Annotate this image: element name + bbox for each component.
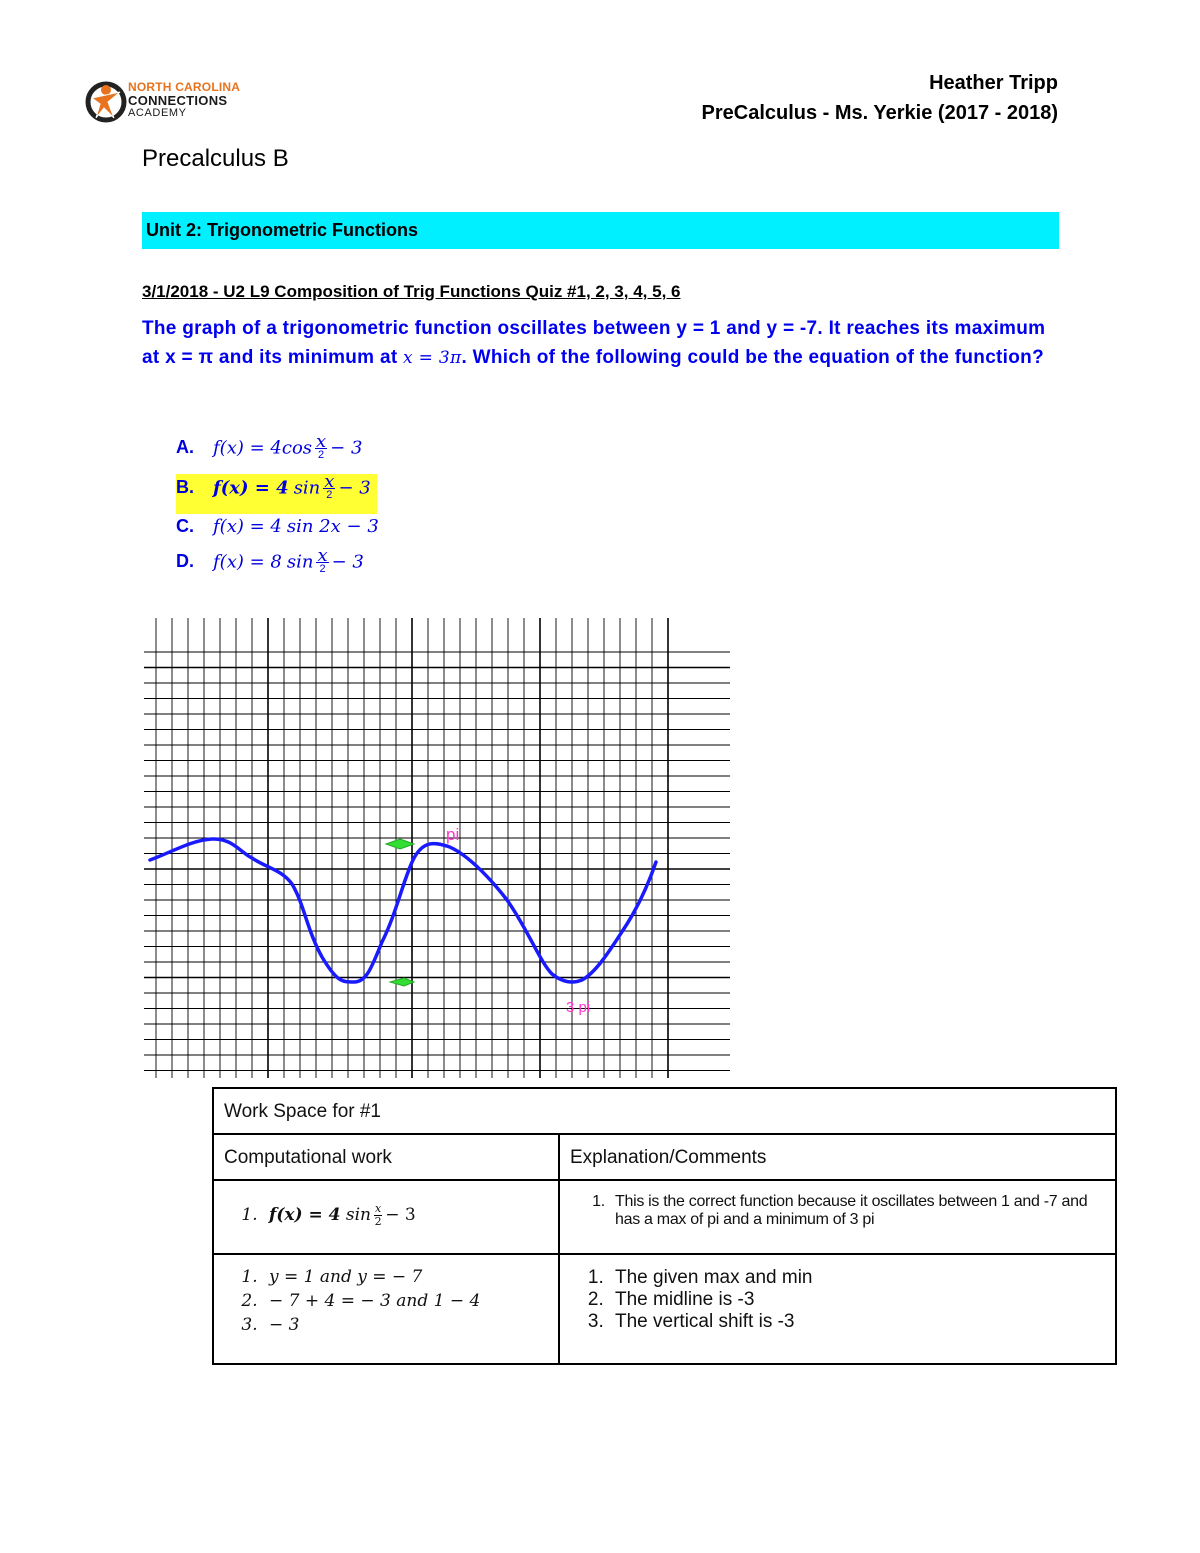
- option-tail: − 3: [331, 551, 364, 573]
- option-lhs: f(x) = 4: [213, 477, 289, 499]
- school-logo: [84, 78, 254, 126]
- comment-step-1: 1. The given max and min: [609, 1267, 1114, 1289]
- question-text: [142, 314, 1062, 373]
- option-letter: B.: [176, 477, 194, 498]
- option-lhs: f(x) = 8: [213, 551, 282, 573]
- option-fraction: $\frac{x}{2}$: [316, 431, 327, 461]
- option-c: [176, 516, 379, 552]
- sketched-graph: [142, 612, 742, 1082]
- header-explanation: Explanation/Comments: [559, 1134, 1116, 1180]
- option-a: [176, 431, 363, 472]
- option-func: sin: [286, 551, 314, 573]
- work-step-2: 2. − 7 + 4 = − 3 and 1 − 4: [263, 1291, 557, 1311]
- option-func: cos: [281, 437, 313, 459]
- work-lhs: f(x) = 4: [269, 1205, 341, 1225]
- unit-title: Unit 2: Trigonometric Functions: [146, 220, 419, 240]
- work-cell-2: [213, 1254, 559, 1364]
- logo-line-1: NORTH CAROLINA: [128, 80, 241, 94]
- option-letter: A.: [176, 437, 194, 458]
- comment-step-3: 3. The vertical shift is -3: [609, 1311, 1114, 1333]
- student-name: Heather Tripp: [929, 72, 1058, 94]
- option-b: [176, 471, 377, 514]
- course-name: PreCalculus - Ms. Yerkie (2017 - 2018): [701, 102, 1058, 124]
- comment-step-2: 2. The midline is -3: [609, 1289, 1114, 1311]
- option-func: sin: [293, 477, 321, 499]
- work-step-1: 1. y = 1 and y = − 7: [263, 1267, 557, 1287]
- option-d: [176, 545, 364, 586]
- comment-cell-2: [559, 1254, 1116, 1364]
- max-label: pi: [446, 825, 460, 844]
- sine-curve: [150, 839, 656, 982]
- graph-grid: [144, 618, 730, 1078]
- min-label: 3 pi: [566, 999, 591, 1016]
- option-fraction: $\frac{x}{2}$: [324, 471, 335, 501]
- unit-banner: [142, 212, 1059, 249]
- work-func: sin: [345, 1205, 371, 1225]
- question-var: x = 3π: [403, 348, 462, 368]
- document-title: Precalculus B: [142, 145, 289, 172]
- option-letter: C.: [176, 516, 194, 536]
- question-part-1: The graph of a trigonometric function oscillates between y = 1 and y = -7. It reaches its maximum at x = π and its minimum at: [142, 318, 1046, 368]
- work-fraction: $\frac{x}{2}$: [374, 1202, 382, 1228]
- question-part-2: . Which of the following could be the equation of the function?: [461, 347, 1044, 368]
- work-step-3: 3. − 3: [263, 1315, 557, 1335]
- work-cell-1: [213, 1180, 559, 1254]
- min-marker-icon: [390, 978, 414, 986]
- comment-cell-1: [559, 1180, 1116, 1254]
- quiz-heading: 3/1/2018 - U2 L9 Composition of Trig Functions Quiz #1, 2, 3, 4, 5, 6: [142, 282, 681, 301]
- logo-line-3: ACADEMY: [128, 107, 187, 119]
- max-marker-icon: [386, 839, 414, 849]
- work-tail: − 3: [385, 1205, 416, 1225]
- option-letter: D.: [176, 551, 194, 572]
- option-func: sin 2x − 3: [286, 516, 379, 537]
- logo-line-2: CONNECTIONS: [128, 93, 228, 108]
- option-lhs: f(x) = 4: [213, 516, 282, 537]
- work-space-table: [212, 1087, 1117, 1365]
- option-tail: − 3: [338, 477, 371, 499]
- option-fraction: $\frac{x}{2}$: [317, 545, 328, 575]
- table-title: Work Space for #1: [213, 1088, 1116, 1134]
- header-computational: Computational work: [213, 1134, 559, 1180]
- logo-figure-icon: [84, 78, 128, 124]
- comment-1: 1. This is the correct function because it oscillates between 1 and -7 and has a max of pi and a minimum of 3 pi: [609, 1193, 1114, 1229]
- option-lhs: f(x) = 4: [213, 437, 282, 459]
- option-tail: − 3: [330, 437, 363, 459]
